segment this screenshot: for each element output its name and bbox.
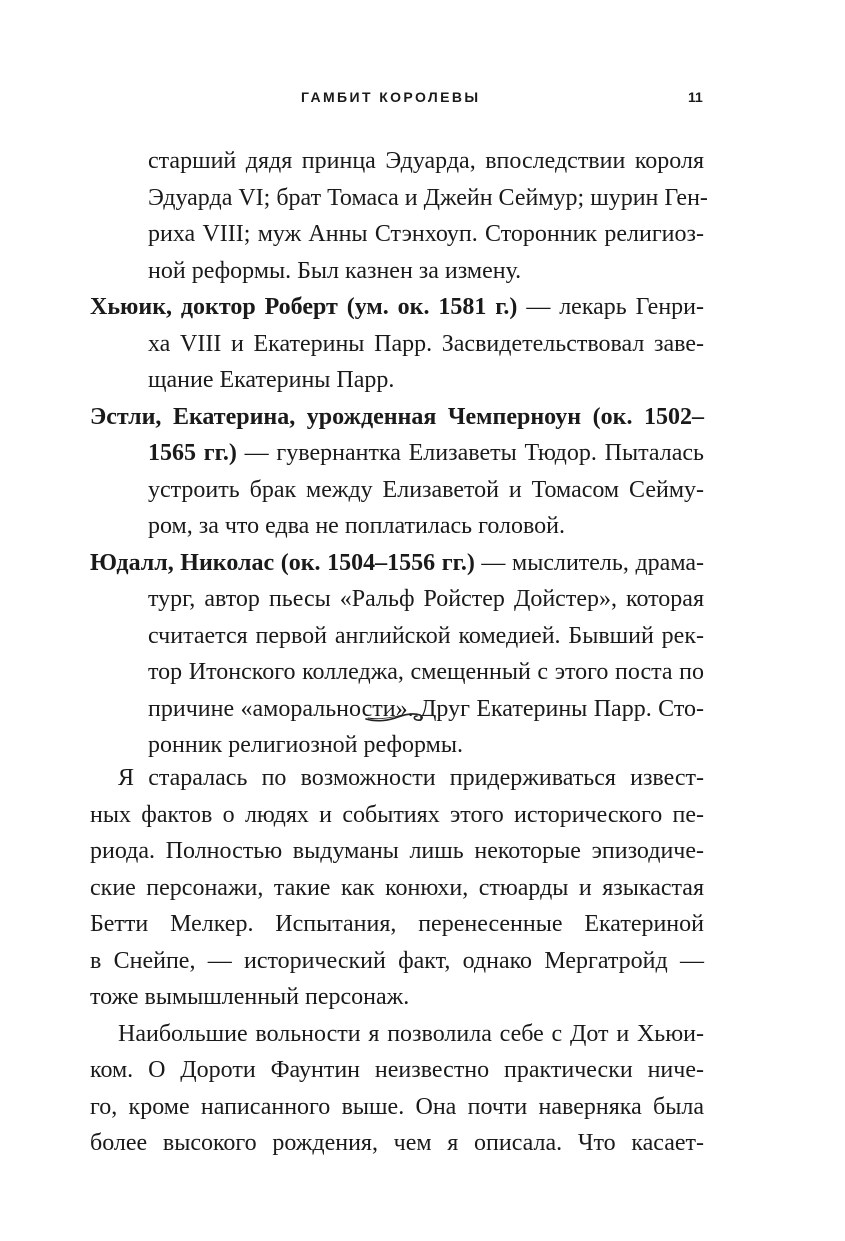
glossary-entry-hewick (90, 289, 704, 399)
text-line: в Снейпе, — исторический факт, однако Мергатройд — (90, 947, 704, 974)
text-line: ком. О Дороти Фаунтин неизвестно практически ниче- (90, 1057, 704, 1083)
afterword-paragraph-1 (90, 760, 704, 1016)
text-line: риода. Полностью выдуманы лишь некоторые эпизодиче- (90, 838, 704, 864)
text-line: тоже вымышленный персонаж. (90, 984, 410, 1010)
glossary-line: устроить брак между Елизаветой и Томасом Сейму- (148, 476, 704, 503)
glossary-line: риха VIII; муж Анны Стэнхоуп. Сторонник религиоз- (148, 221, 704, 247)
glossary-line: ха VIII и Екатерины Парр. Засвидетельствовал заве- (148, 330, 704, 357)
glossary-line: щание Екатерины Парр. (148, 367, 395, 393)
entry-text: — мыслитель, драма- (474, 549, 704, 576)
text-line: ных фактов о людях и событиях этого исторического пе- (90, 801, 704, 828)
glossary-entry-ashley (90, 399, 704, 545)
text-line: более высокого рождения, чем я описала. Что касает- (90, 1130, 704, 1156)
glossary-line: тор Итонского колледжа, смещенный с этого поста по (148, 659, 704, 685)
entry-term: Хьюик, доктор Роберт (ум. ок. 1581 г.) (90, 294, 518, 320)
entry-text: — лекарь Генри- (517, 294, 705, 320)
page-number: 11 (688, 89, 703, 105)
glossary-line: считается первой английской комедией. Бывший рек- (148, 622, 704, 649)
glossary-line (90, 399, 704, 436)
entry-term: Юдалл, Николас (ок. 1504–1556 гг.) (90, 549, 475, 576)
glossary-line: тург, автор пьесы «Ральф Ройстер Дойстер», которая (148, 586, 704, 612)
glossary-line: ром, за что едва не поплатилась головой. (148, 513, 565, 539)
running-title: ГАМБИТ КОРОЛЕВЫ (301, 89, 481, 105)
afterword-paragraph-2 (90, 1016, 704, 1162)
glossary-line (90, 545, 704, 582)
text-line: Наибольшие вольности я позволила себе с Дот и Хьюи- (118, 1020, 704, 1047)
glossary-line: старший дядя принца Эдуарда, впоследствии короля (148, 148, 704, 174)
glossary-line (90, 435, 704, 472)
afterword (90, 760, 704, 1162)
text-line: ские персонажи, такие как конюхи, стюарды и языкастая (90, 874, 704, 901)
glossary (90, 143, 708, 764)
glossary-line: ной реформы. Был казнен за измену. (148, 257, 522, 284)
text-line: Я старалась по возможности придерживаться извест- (118, 765, 704, 791)
text-line: го, кроме написанного выше. Она почти наверняка была (90, 1093, 704, 1120)
glossary-line: ронник религиозной реформы. (148, 732, 463, 758)
entry-term: Эстли, Екатерина, урожденная Чемперноун (ок. 1502– (90, 403, 704, 430)
glossary-line: Эдуарда VI; брат Томаса и Джейн Сеймур; шурин Ген- (148, 184, 708, 211)
glossary-entry-udall (90, 545, 704, 764)
text-line: Бетти Мелкер. Испытания, перенесенные Екатериной (90, 911, 704, 937)
entry-text: — гувернантка Елизаветы Тюдор. Пыталась (236, 440, 704, 466)
glossary-line: причине «аморальности». Друг Екатерины Парр. Сто- (148, 695, 704, 722)
entry-term-cont: 1565 гг.) (148, 440, 237, 466)
glossary-line (90, 289, 704, 326)
flourish-divider-icon (362, 705, 426, 727)
